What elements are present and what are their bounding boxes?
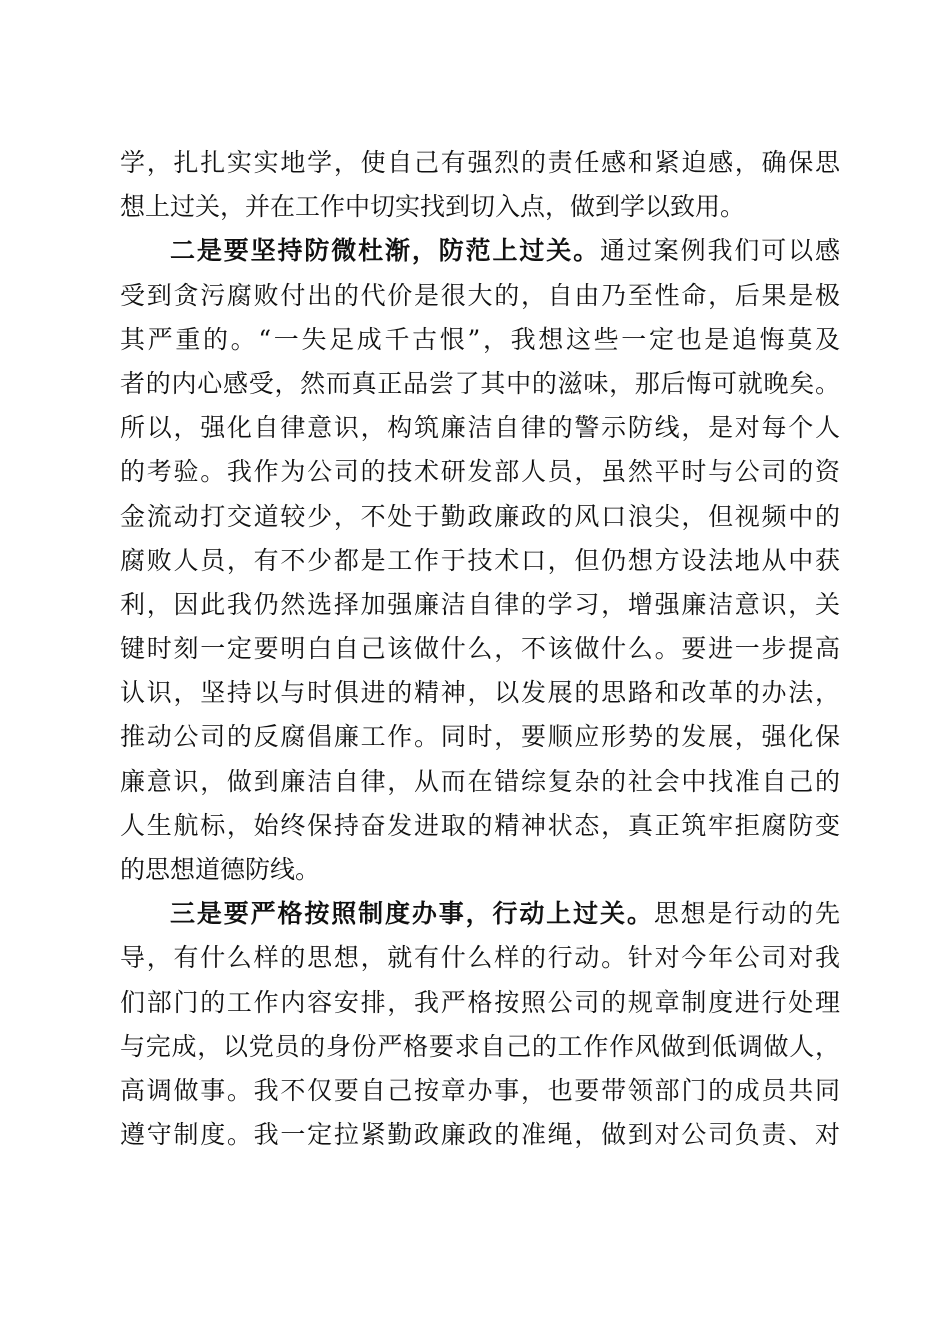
- text-line: 认识，坚持以与时俱进的精神，以发展的思路和改革的办法，: [120, 678, 840, 708]
- text-fragment: 通过案例我们可以感: [599, 236, 840, 266]
- text-line: 与完成，以党员的身份严格要求自己的工作作风做到低调做人，: [120, 1031, 840, 1061]
- text-line: 受到贪污腐败付出的代价是很大的，自由乃至性命，后果是极: [120, 280, 840, 310]
- text-line: 们部门的工作内容安排，我严格按照公司的规章制度进行处理: [120, 987, 840, 1017]
- text-line: 金流动打交道较少，不处于勤政廉政的风口浪尖，但视频中的: [120, 501, 840, 531]
- text-line: 利，因此我仍然选择加强廉洁自律的学习，增强廉洁意识，关: [120, 589, 840, 619]
- text-line: 廉意识，做到廉洁自律，从而在错综复杂的社会中找准自己的: [120, 766, 840, 796]
- text-fragment: 思想是行动的先: [653, 899, 840, 929]
- paragraph-heading: 三是要严格按照制度办事，行动上过关。: [170, 899, 654, 929]
- text-line: 者的内心感受，然而真正品尝了其中的滋味，那后悔可就晚矣。: [120, 368, 840, 398]
- text-line: 想上过关，并在工作中切实找到切入点，做到学以致用。: [120, 192, 746, 222]
- paragraph-heading: 二是要坚持防微杜渐，防范上过关。: [170, 236, 600, 266]
- paragraph-lead-line: [120, 892, 840, 936]
- text-line: 键时刻一定要明白自己该做什么，不该做什么。要进一步提高: [120, 634, 840, 664]
- text-line: 的思想道德防线。: [120, 855, 321, 884]
- paragraph-lead-line: [120, 229, 840, 273]
- text-line: 所以，强化自律意识，构筑廉洁自律的警示防线，是对每个人: [120, 413, 840, 443]
- text-line: 学，扎扎实实地学，使自己有强烈的责任感和紧迫感，确保思: [120, 148, 840, 177]
- text-line: 高调做事。我不仅要自己按章办事，也要带领部门的成员共同: [120, 1075, 840, 1105]
- text-line: 腐败人员，有不少都是工作于技术口，但仍想方设法地从中获: [120, 545, 840, 575]
- text-line: 人生航标，始终保持奋发进取的精神状态，真正筑牢拒腐防变: [120, 810, 840, 840]
- text-line: 遵守制度。我一定拉紧勤政廉政的准绳，做到对公司负责、对: [120, 1120, 840, 1150]
- text-line: 其严重的。“一失足成千古恨”，我想这些一定也是追悔莫及: [120, 324, 840, 354]
- body-text: [120, 141, 840, 1157]
- text-line: 推动公司的反腐倡廉工作。同时，要顺应形势的发展，强化保: [120, 722, 840, 752]
- text-line: 导，有什么样的思想，就有什么样的行动。针对今年公司对我: [120, 943, 840, 973]
- text-line: 的考验。我作为公司的技术研发部人员，虽然平时与公司的资: [120, 457, 840, 487]
